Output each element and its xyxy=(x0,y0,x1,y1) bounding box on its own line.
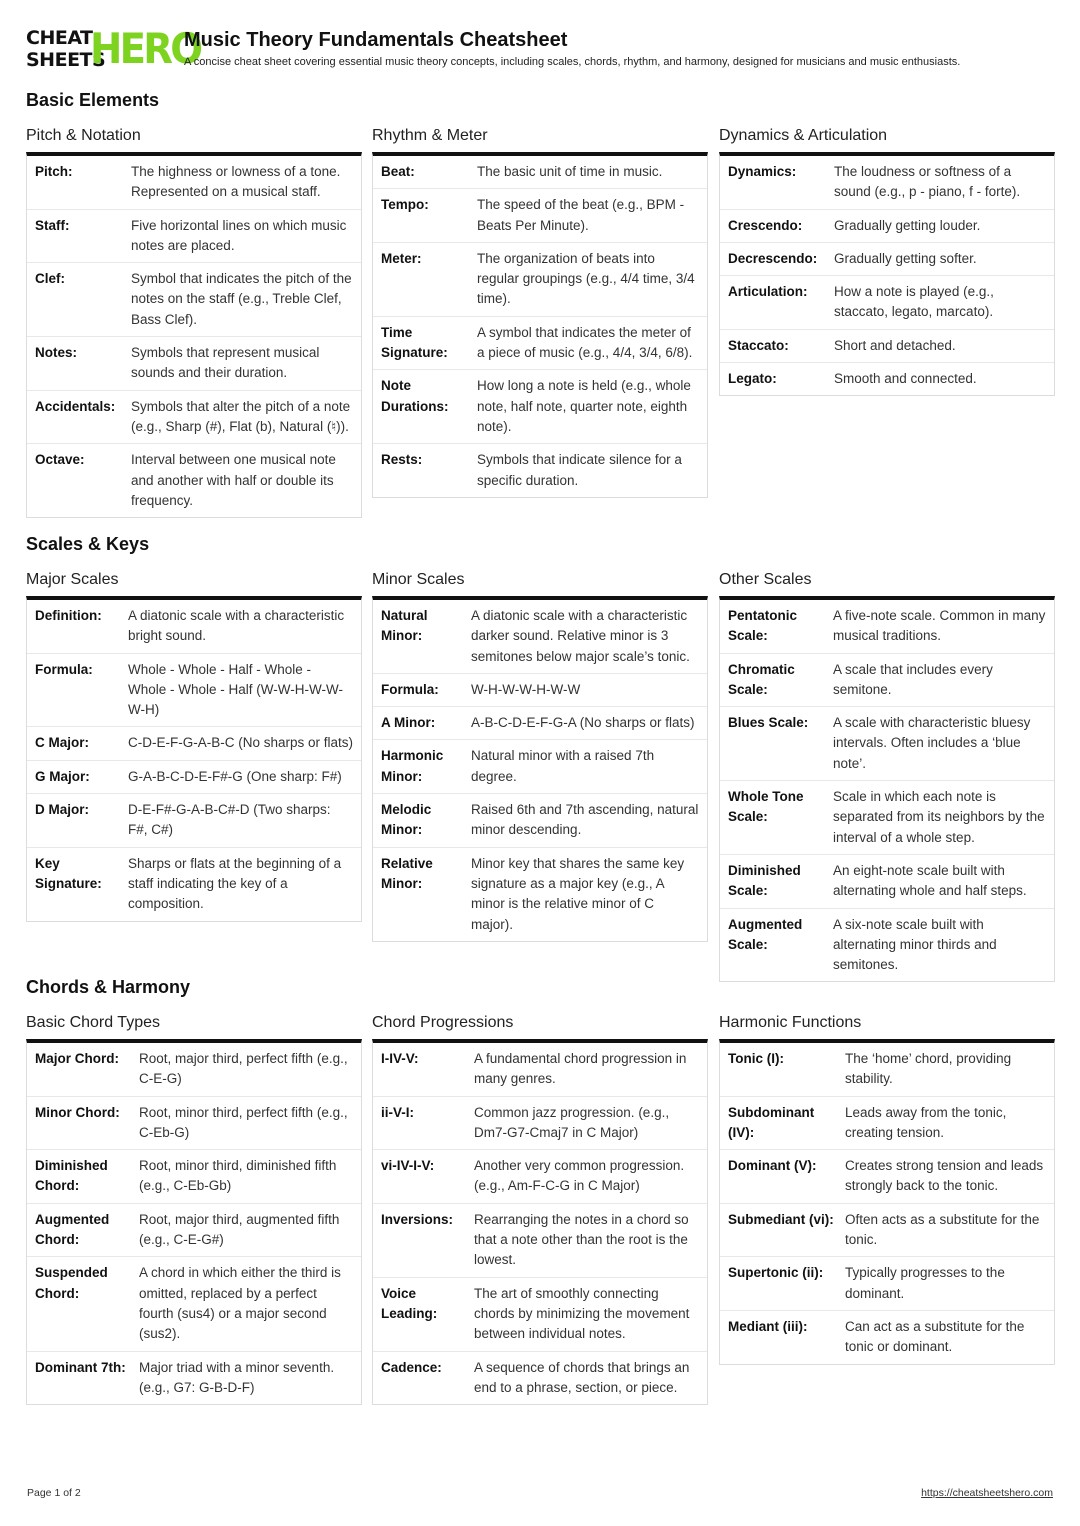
table-row xyxy=(373,1204,707,1278)
term: Supertonic (ii): xyxy=(728,1265,824,1281)
term: Augmented Scale: xyxy=(728,916,803,952)
term: Mediant (iii): xyxy=(728,1318,808,1334)
table-row xyxy=(27,654,361,728)
term: Natural Minor: xyxy=(381,608,428,644)
page-number: Page 1 of 2 xyxy=(27,1487,81,1499)
term: Submediant (vi): xyxy=(728,1211,834,1227)
definition: A scale that includes every semitone. xyxy=(833,661,993,697)
term: C Major: xyxy=(35,735,89,751)
table-title: Other Scales xyxy=(719,571,812,588)
section-title-chords-harmony: Chords & Harmony xyxy=(26,977,191,997)
definition: The basic unit of time in music. xyxy=(477,164,663,179)
term: A Minor: xyxy=(381,715,436,731)
table-title: Pitch & Notation xyxy=(26,127,141,144)
term: Diminished Chord: xyxy=(35,1158,108,1194)
term: Cadence: xyxy=(381,1359,442,1375)
term: Augmented Chord: xyxy=(35,1211,110,1248)
definition: Can act as a substitute for the tonic or dominant. xyxy=(845,1318,1025,1355)
table-row xyxy=(27,156,361,210)
term: Subdominant (IV): xyxy=(728,1104,815,1140)
definition: Leads away from the tonic, creating tension. xyxy=(845,1104,1007,1140)
term: Pentatonic Scale: xyxy=(728,608,798,644)
definition: G-A-B-C-D-E-F#-G (One sharp: F#) xyxy=(128,768,342,784)
table-row xyxy=(373,1097,707,1151)
definition: Smooth and connected. xyxy=(834,371,977,387)
term: Note Durations: xyxy=(381,378,449,414)
table-row xyxy=(27,848,361,921)
table-row xyxy=(720,1257,1054,1311)
table-row xyxy=(27,263,361,337)
table-row xyxy=(373,674,707,707)
table-row xyxy=(720,363,1054,395)
definition: A scale with characteristic bluesy intervals. Often includes a ‘blue note’. xyxy=(833,715,1031,771)
term: vi-IV-I-V: xyxy=(381,1158,435,1174)
term: Time Signature: xyxy=(381,324,448,361)
table-row xyxy=(720,156,1054,210)
term: Relative Minor: xyxy=(381,855,433,891)
term: Staff: xyxy=(35,217,70,233)
table-title: Major Scales xyxy=(26,571,119,588)
definition: Short and detached. xyxy=(834,337,956,353)
table-dynamics-articulation xyxy=(719,126,1055,396)
table-row xyxy=(27,444,361,517)
definition: Interval between one musical note and another with half or double its frequency. xyxy=(131,452,336,508)
table-row xyxy=(373,1352,707,1405)
logo-hero-text: HERO xyxy=(90,24,201,73)
definition: Raised 6th and 7th ascending, natural minor descending. xyxy=(471,802,699,838)
term: I-IV-V: xyxy=(381,1051,419,1066)
table-title: Rhythm & Meter xyxy=(372,127,488,144)
term: Tempo: xyxy=(381,197,429,213)
definition: Symbols that represent musical sounds and their duration. xyxy=(131,345,320,381)
header xyxy=(26,26,1066,76)
term: Dominant 7th: xyxy=(35,1359,126,1375)
table-other-scales xyxy=(719,570,1055,982)
table-row xyxy=(373,444,707,497)
definition: A diatonic scale with a characteristic bright sound. xyxy=(128,608,345,644)
definition: Creates strong tension and leads strongly back to the tonic. xyxy=(845,1158,1044,1194)
table-major-scales xyxy=(26,570,362,922)
term: Dynamics: xyxy=(728,164,797,179)
table-harmonic-functions xyxy=(719,1013,1055,1365)
definition: The highness or lowness of a tone. Represented on a musical staff. xyxy=(131,164,341,200)
table-row xyxy=(720,330,1054,363)
definition: A six-note scale built with alternating minor thirds and semitones. xyxy=(833,916,997,973)
table-row xyxy=(720,1097,1054,1151)
table-row xyxy=(27,727,361,760)
table-title: Dynamics & Articulation xyxy=(719,127,888,144)
definition: A diatonic scale with a characteristic darker sound. Relative minor is 3 semitones below major scale’s tonic. xyxy=(471,608,690,664)
term: Pitch: xyxy=(35,164,73,179)
term: D Major: xyxy=(35,802,89,818)
definition: Root, minor third, diminished fifth (e.g., C-Eb-Gb) xyxy=(139,1158,337,1194)
definition: Gradually getting louder. xyxy=(834,217,981,233)
definition: Natural minor with a raised 7th degree. xyxy=(471,748,655,784)
table-row xyxy=(27,794,361,848)
term: Articulation: xyxy=(728,284,808,300)
table-row xyxy=(373,600,707,674)
definition: D-E-F#-G-A-B-C#-D (Two sharps: F#, C#) xyxy=(128,802,331,838)
table-title: Harmonic Functions xyxy=(719,1014,862,1031)
cheatsheetshero-logo[interactable] xyxy=(26,24,201,73)
table-row xyxy=(373,1278,707,1352)
term: Meter: xyxy=(381,250,422,266)
table-row xyxy=(373,370,707,444)
table-row xyxy=(27,761,361,794)
definition: Often acts as a substitute for the tonic. xyxy=(845,1211,1040,1248)
definition: Symbols that alter the pitch of a note (e.g., Sharp (#), Flat (b), Natural (♮)). xyxy=(131,398,351,434)
section-title-scales-keys: Scales & Keys xyxy=(26,534,150,554)
definition: The speed of the beat (e.g., BPM - Beats Per Minute). xyxy=(477,197,685,233)
definition: A five-note scale. Common in many musical traditions. xyxy=(833,608,1046,644)
table-row xyxy=(27,1097,361,1151)
term: Decrescendo: xyxy=(728,250,818,266)
site-link[interactable]: https://cheatsheetshero.com xyxy=(921,1487,1053,1499)
table-row xyxy=(720,1311,1054,1364)
definition: W-H-W-W-H-W-W xyxy=(471,681,581,697)
definition: Sharps or flats at the beginning of a staff indicating the key of a composition. xyxy=(128,855,342,912)
table-title: Minor Scales xyxy=(372,571,465,588)
term: Clef: xyxy=(35,271,65,287)
table-basic-chord-types xyxy=(26,1013,362,1405)
table-pitch-notation xyxy=(26,126,362,518)
term: Notes: xyxy=(35,345,78,361)
table-row xyxy=(373,243,707,317)
definition: Another very common progression. (e.g., Am-F-C-G in C Major) xyxy=(474,1158,685,1194)
term: Whole Tone Scale: xyxy=(728,789,804,825)
table-row xyxy=(720,243,1054,276)
table-row xyxy=(373,317,707,371)
term: Suspended Chord: xyxy=(35,1265,108,1301)
term: Blues Scale: xyxy=(728,715,809,731)
term: Accidentals: xyxy=(35,398,116,414)
logo-cheat-text: CHEAT xyxy=(26,27,93,49)
table-row xyxy=(720,1204,1054,1258)
definition: Root, minor third, perfect fifth (e.g., C-Eb-G) xyxy=(139,1104,348,1140)
definition: A chord in which either the third is omitted, replaced by a perfect fourth (sus4) or a major second (sus2). xyxy=(139,1265,341,1342)
table-row xyxy=(720,1150,1054,1204)
table-row xyxy=(27,600,361,654)
table-row xyxy=(373,794,707,848)
table-row xyxy=(373,189,707,243)
definition: Root, major third, augmented fifth (e.g., C-E-G#) xyxy=(139,1211,340,1248)
term: G Major: xyxy=(35,768,90,784)
term: Major Chord: xyxy=(35,1051,119,1066)
table-card xyxy=(372,152,708,498)
table-minor-scales xyxy=(372,570,708,942)
term: Rests: xyxy=(381,452,423,468)
table-row xyxy=(720,210,1054,243)
definition: A symbol that indicates the meter of a piece of music (e.g., 4/4, 3/4, 6/8). xyxy=(477,324,693,361)
term: ii-V-I: xyxy=(381,1104,414,1120)
table-row xyxy=(720,909,1054,982)
term: Harmonic Minor: xyxy=(381,748,444,784)
table-row xyxy=(373,1043,707,1097)
definition: Minor key that shares the same key signature as a major key (e.g., A minor is the relative minor of C major). xyxy=(471,855,685,932)
definition: The organization of beats into regular groupings (e.g., 4/4 time, 3/4 time). xyxy=(477,250,695,307)
definition: Five horizontal lines on which music notes are placed. xyxy=(131,217,347,253)
page-subtitle: A concise cheat sheet covering essential music theory concepts, including scales, chords, rhythm, and harmony, designed for musicians and music enthusiasts. xyxy=(184,56,961,68)
table-row xyxy=(720,654,1054,708)
term: Legato: xyxy=(728,371,777,387)
definition: Root, major third, perfect fifth (e.g., C-E-G) xyxy=(139,1051,348,1087)
table-card xyxy=(719,1039,1055,1365)
table-card xyxy=(719,596,1055,982)
term: Tonic (I): xyxy=(728,1051,784,1066)
definition: The art of smoothly connecting chords by minimizing the movement between individual notes. xyxy=(474,1285,690,1342)
logo-sheets-text: SHEETS xyxy=(26,49,106,71)
term: Melodic Minor: xyxy=(381,802,432,838)
definition: The loudness or softness of a sound (e.g., p - piano, f - forte). xyxy=(834,164,1021,200)
table-row xyxy=(27,337,361,391)
table-row xyxy=(720,1043,1054,1097)
term: Staccato: xyxy=(728,337,789,353)
term: Beat: xyxy=(381,164,415,179)
table-row xyxy=(373,848,707,941)
definition: Major triad with a minor seventh. (e.g., G7: G-B-D-F) xyxy=(139,1359,335,1395)
term: Definition: xyxy=(35,608,102,623)
table-rhythm-meter xyxy=(372,126,708,498)
definition: An eight-note scale built with alternating whole and half steps. xyxy=(833,862,1027,899)
term: Crescendo: xyxy=(728,217,803,233)
table-row xyxy=(373,740,707,794)
term: Dominant (V): xyxy=(728,1158,817,1174)
table-card xyxy=(26,596,362,922)
term: Formula: xyxy=(35,661,93,677)
table-card xyxy=(719,152,1055,396)
term: Key Signature: xyxy=(35,855,102,891)
table-row xyxy=(373,707,707,740)
table-row xyxy=(720,600,1054,654)
table-row xyxy=(373,1150,707,1204)
table-row xyxy=(720,276,1054,330)
table-card xyxy=(372,1039,708,1405)
definition: Symbol that indicates the pitch of the notes on the staff (e.g., Treble Clef, Bass Clef). xyxy=(131,271,352,327)
table-card xyxy=(372,596,708,942)
table-row xyxy=(27,1043,361,1097)
table-row xyxy=(373,156,707,189)
definition: Gradually getting softer. xyxy=(834,250,977,266)
table-card xyxy=(26,152,362,518)
table-row xyxy=(27,1352,361,1405)
table-chord-progressions xyxy=(372,1013,708,1405)
table-card xyxy=(26,1039,362,1405)
definition: A-B-C-D-E-F-G-A (No sharps or flats) xyxy=(471,715,695,731)
table-title: Basic Chord Types xyxy=(26,1014,160,1031)
definition: C-D-E-F-G-A-B-C (No sharps or flats) xyxy=(128,735,354,751)
definition: A fundamental chord progression in many genres. xyxy=(474,1051,687,1087)
table-row xyxy=(27,1257,361,1351)
definition: A sequence of chords that brings an end to a phrase, section, or piece. xyxy=(474,1359,690,1395)
page-title: Music Theory Fundamentals Cheatsheet xyxy=(184,29,568,51)
term: Diminished Scale: xyxy=(728,862,801,899)
term: Minor Chord: xyxy=(35,1104,120,1120)
term: Chromatic Scale: xyxy=(728,661,795,697)
table-row xyxy=(27,1204,361,1258)
table-row xyxy=(27,391,361,445)
table-row xyxy=(27,1150,361,1204)
section-title-basic-elements: Basic Elements xyxy=(26,90,160,110)
definition: Rearranging the notes in a chord so that a note other than the root is the lowest. xyxy=(474,1211,689,1268)
table-title: Chord Progressions xyxy=(372,1014,514,1031)
table-row xyxy=(720,707,1054,781)
table-row xyxy=(27,210,361,264)
term: Formula: xyxy=(381,681,439,697)
term: Octave: xyxy=(35,452,85,468)
definition: The ‘home’ chord, providing stability. xyxy=(845,1051,1012,1087)
table-row xyxy=(720,781,1054,855)
table-row xyxy=(720,855,1054,909)
definition: Scale in which each note is separated from its neighbors by the interval of a whole step. xyxy=(833,789,1045,845)
term: Inversions: xyxy=(381,1211,454,1227)
term: Voice Leading: xyxy=(381,1285,438,1321)
definition: Whole - Whole - Half - Whole - Whole - Whole - Half (W-W-H-W-W-W-H) xyxy=(128,661,343,718)
definition: Common jazz progression. (e.g., Dm7-G7-Cmaj7 in C Major) xyxy=(474,1104,670,1140)
definition: Symbols that indicate silence for a specific duration. xyxy=(477,452,682,488)
definition: How a note is played (e.g., staccato, legato, marcato). xyxy=(834,284,994,320)
definition: Typically progresses to the dominant. xyxy=(845,1265,1005,1301)
definition: How long a note is held (e.g., whole note, half note, quarter note, eighth note). xyxy=(477,378,691,434)
